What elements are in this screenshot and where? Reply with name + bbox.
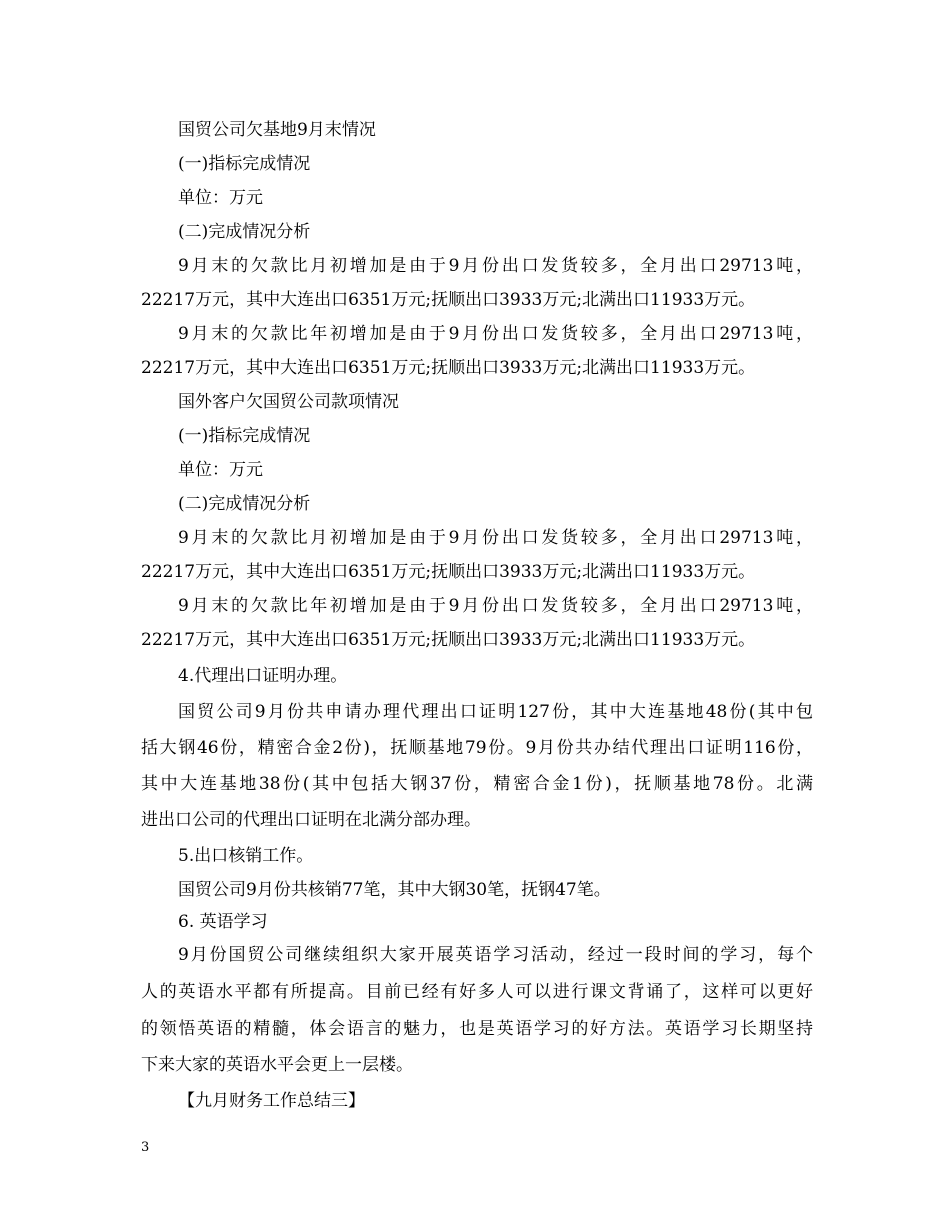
paragraph-line: 括大钢46份，精密合金2份)，抚顺基地79份。9月份共办结代理出口证明116份，: [141, 738, 813, 758]
section-heading: 【九月财务工作总结三】: [178, 1091, 365, 1111]
paragraph-line: 下来大家的英语水平会更上一层楼。: [141, 1055, 413, 1075]
page-number: 3: [141, 1140, 150, 1155]
section-heading: 国外客户欠国贸公司款项情况: [178, 392, 399, 412]
subheading: (二)完成情况分析: [178, 222, 311, 242]
paragraph-line: 的领悟英语的精髓，体会语言的魅力，也是英语学习的好方法。英语学习长期坚持: [141, 1019, 813, 1039]
section-heading: 国贸公司欠基地9月末情况: [178, 120, 376, 140]
paragraph-line: 9月末的欠款比年初增加是由于9月份出口发货较多，全月出口29713吨，: [178, 324, 813, 344]
paragraph-line: 9月末的欠款比月初增加是由于9月份出口发货较多，全月出口29713吨，: [178, 528, 813, 548]
paragraph-line: 国贸公司9月份共申请办理代理出口证明127份，其中大连基地48份(其中包: [178, 702, 813, 722]
subheading: (二)完成情况分析: [178, 494, 311, 514]
section-heading: 5.出口核销工作。: [178, 846, 314, 866]
paragraph-line: 22217万元，其中大连出口6351万元;抚顺出口3933万元;北满出口11933万元。: [141, 358, 756, 378]
paragraph-line: 其中大连基地38份(其中包括大钢37份，精密合金1份)，抚顺基地78份。北满: [141, 774, 813, 794]
paragraph-line: 9月末的欠款比年初增加是由于9月份出口发货较多，全月出口29713吨，: [178, 596, 813, 616]
paragraph-line: 9月份国贸公司继续组织大家开展英语学习活动，经过一段时间的学习，每个: [178, 945, 813, 965]
section-heading: 6. 英语学习: [178, 912, 268, 932]
section-heading: 4.代理出口证明办理。: [178, 666, 348, 686]
unit-label: 单位：万元: [178, 460, 263, 480]
paragraph-line: 人的英语水平都有所提高。目前已经有好多人可以进行课文背诵了，这样可以更好: [141, 982, 813, 1002]
paragraph-line: 22217万元，其中大连出口6351万元;抚顺出口3933万元;北满出口11933万元。: [141, 630, 756, 650]
subheading: (一)指标完成情况: [178, 426, 311, 446]
subheading: (一)指标完成情况: [178, 154, 311, 174]
paragraph-line: 进出口公司的代理出口证明在北满分部办理。: [141, 810, 481, 830]
unit-label: 单位：万元: [178, 188, 263, 208]
paragraph-line: 9月末的欠款比月初增加是由于9月份出口发货较多，全月出口29713吨，: [178, 256, 813, 276]
paragraph-line: 22217万元，其中大连出口6351万元;抚顺出口3933万元;北满出口11933万元。: [141, 562, 756, 582]
paragraph-line: 22217万元，其中大连出口6351万元;抚顺出口3933万元;北满出口11933万元。: [141, 290, 756, 310]
paragraph-line: 国贸公司9月份共核销77笔，其中大钢30笔，抚钢47笔。: [178, 880, 611, 900]
